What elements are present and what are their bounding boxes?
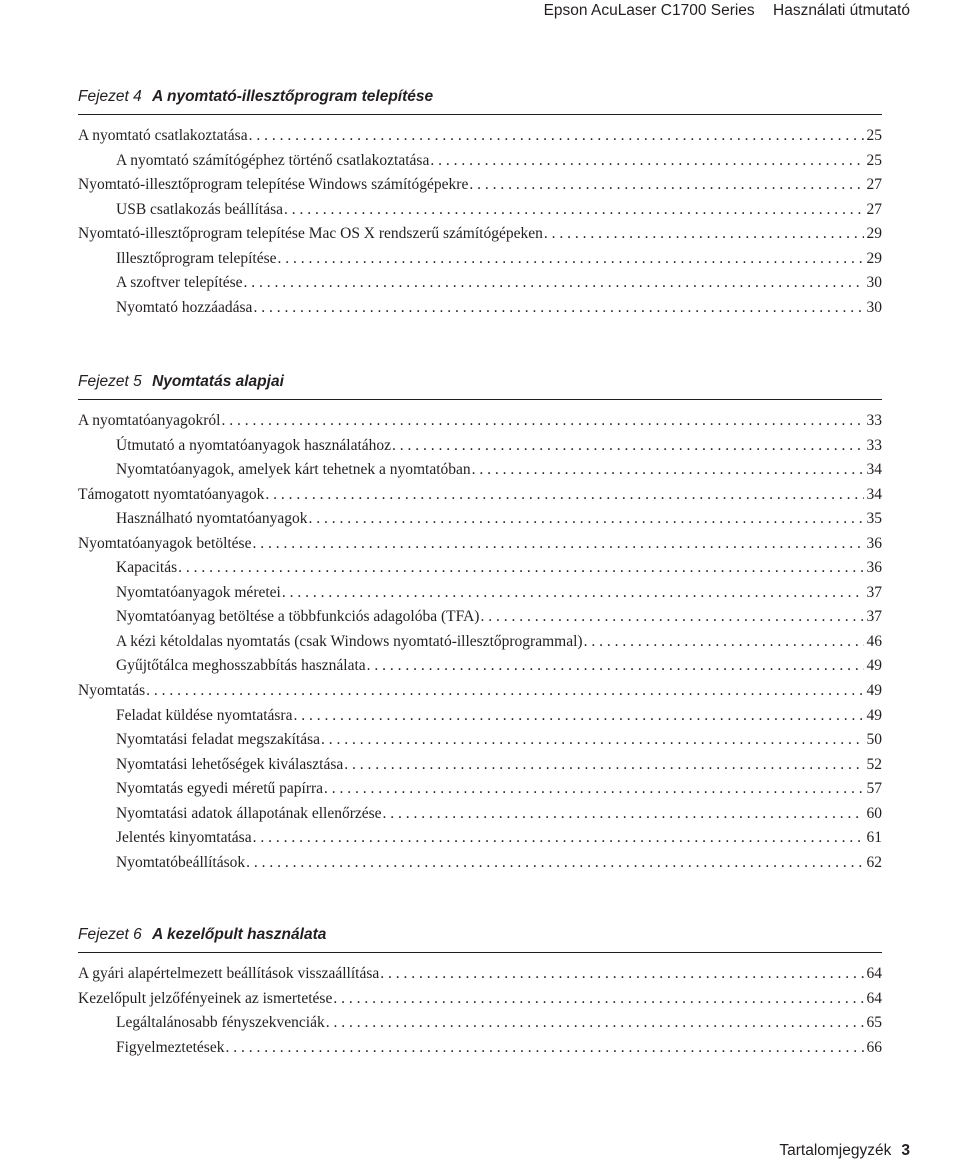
toc-entry[interactable] [78,483,882,508]
toc-section [78,962,882,1060]
toc-entry-label: A nyomtató számítógéphez történő csatlakoztatása [116,151,430,169]
toc-entry-label: Legáltalánosabb fényszekvenciák [116,1014,325,1032]
page-number: 3 [901,1142,910,1159]
toc-entry-page: 37 [866,608,882,626]
toc-entry-label: Nyomtatóbeállítások [116,853,246,871]
toc-entry-label: Nyomtatóanyag betöltése a többfunkciós adagolóba (TFA) [116,608,480,626]
toc-entry-page: 49 [866,657,882,675]
dot-leader [324,777,863,802]
dot-leader [253,296,863,321]
dot-leader [252,532,863,557]
toc-entry-page: 49 [866,706,882,724]
toc-entry-page: 36 [866,534,882,552]
dot-leader [284,198,863,223]
dot-leader [309,507,864,532]
toc-entry-label: Útmutató a nyomtatóanyagok használatához [116,436,392,454]
toc-entry[interactable] [78,605,882,630]
toc-entry[interactable] [78,149,882,174]
toc-entry-label: Nyomtatási adatok állapotának ellenőrzése [116,804,382,822]
dot-leader [178,556,863,581]
chapter-title: Nyomtatás alapjai [152,373,284,390]
dot-leader [472,458,864,483]
toc-entry[interactable] [78,630,882,655]
toc-entry[interactable] [78,173,882,198]
toc-entry-page: 25 [866,127,882,144]
dot-leader [222,409,864,434]
chapter-heading [78,86,882,115]
dot-leader [469,173,863,198]
toc-entry[interactable] [78,962,882,987]
dot-leader [249,124,864,149]
toc-entry-page: 34 [866,485,882,503]
chapter-heading [78,924,882,953]
chapter-number: Fejezet 5 [78,373,142,390]
toc-entry-label: A szoftver telepítése [116,274,243,292]
dot-leader [544,222,864,247]
toc-entry-page: 52 [866,755,882,773]
toc-entry[interactable] [78,247,882,272]
toc-entry-label: Nyomtatás egyedi méretű papírra [116,780,324,798]
toc-entry-page: 29 [866,249,882,267]
toc-section [78,409,882,875]
toc-entry-label: Kezelőpult jelzőfényeinek az ismertetése [78,989,333,1007]
dot-leader [282,581,864,606]
toc-entry-label: Nyomtatási lehetőségek kiválasztása [116,755,344,773]
toc-entry-page: 57 [866,780,882,798]
dot-leader [380,962,863,987]
toc-entry-page: 46 [866,632,882,650]
toc-entry-label: A gyári alapértelmezett beállítások visszaállítása [78,965,380,982]
toc-entry-label: A nyomtató csatlakoztatása [78,127,248,144]
toc-entry-page: 30 [866,298,882,316]
toc-entry[interactable] [78,679,882,704]
toc-entry-page: 64 [866,965,882,982]
toc-entry-label: Nyomtatóanyagok, amelyek kárt tehetnek a nyomtatóban [116,461,471,479]
toc-entry-page: 35 [866,510,882,528]
toc-entry-page: 50 [866,731,882,749]
toc-entry[interactable] [78,728,882,753]
chapter-title: A kezelőpult használata [152,926,327,943]
toc-entry-page: 34 [866,461,882,479]
toc-entry-label: Nyomtató-illesztőprogram telepítése Windows számítógépekre [78,176,469,194]
toc-entry-label: Gyűjtőtálca meghosszabbítás használata [116,657,366,675]
page-footer [779,1140,910,1162]
dot-leader [367,654,864,679]
toc-entry[interactable] [78,802,882,827]
dot-leader [584,630,864,655]
toc-entry[interactable] [78,987,882,1012]
toc-entry-page: 64 [866,989,882,1007]
toc-entry[interactable] [78,532,882,557]
toc-entry-label: USB csatlakozás beállítása [116,200,284,218]
toc-entry[interactable] [78,777,882,802]
toc-entry-page: 27 [866,176,882,194]
toc-entry[interactable] [78,198,882,223]
toc-entry-label: Támogatott nyomtatóanyagok [78,485,265,503]
dot-leader [480,605,863,630]
toc-entry-page: 62 [866,853,882,871]
chapter-heading [78,371,882,400]
dot-leader [244,271,864,296]
toc-entry-page: 36 [866,559,882,577]
toc-entry[interactable] [78,1036,882,1061]
dot-leader [321,728,863,753]
footer-section: Tartalomjegyzék [779,1142,892,1159]
toc-entry[interactable] [78,826,882,851]
toc-entry-page: 29 [866,225,882,243]
toc-entry-label: Használható nyomtatóanyagok [116,510,308,528]
toc-entry-label: Nyomtató hozzáadása [116,298,253,316]
dot-leader [246,851,863,876]
toc-entry-label: Nyomtatóanyagok méretei [116,583,281,601]
dot-leader [344,753,863,778]
toc-entry[interactable] [78,753,882,778]
dot-leader [278,247,864,272]
toc-entry[interactable] [78,222,882,247]
toc-entry[interactable] [78,124,882,149]
toc-entry-label: Figyelmeztetések [116,1038,225,1056]
toc-entry-page: 33 [866,436,882,454]
dot-leader [265,483,863,508]
toc-entry-page: 30 [866,274,882,292]
header-product: Epson AcuLaser C1700 Series [543,2,755,19]
dot-leader [333,987,863,1012]
toc-entry[interactable] [78,458,882,483]
toc-entry[interactable] [78,1011,882,1036]
toc-entry[interactable] [78,556,882,581]
dot-leader [392,434,863,459]
dot-leader [326,1011,864,1036]
dot-leader [430,149,863,174]
toc-entry-page: 27 [866,200,882,218]
toc-entry-label: Illesztőprogram telepítése [116,249,277,267]
toc-entry-label: Kapacitás [116,559,178,577]
toc-entry-label: Jelentés kinyomtatása [116,829,252,847]
toc-entry-page: 65 [866,1014,882,1032]
toc-entry-page: 60 [866,804,882,822]
toc-entry[interactable] [78,434,882,459]
dot-leader [146,679,863,704]
toc-entry[interactable] [78,271,882,296]
toc-entry[interactable] [78,704,882,729]
dot-leader [293,704,863,729]
running-header [530,0,910,22]
toc-entry-label: A nyomtatóanyagokról [78,412,221,429]
dot-leader [225,1036,863,1061]
toc-entry[interactable] [78,507,882,532]
toc-entry-page: 25 [866,151,882,169]
chapter-number: Fejezet 6 [78,926,142,943]
toc-entry-label: Nyomtató-illesztőprogram telepítése Mac OS X rendszerű számítógépeken [78,225,543,243]
dot-leader [253,826,864,851]
toc-entry-page: 37 [866,583,882,601]
dot-leader [383,802,864,827]
toc-entry-page: 66 [866,1038,882,1056]
toc-entry-label: A kézi kétoldalas nyomtatás (csak Windows nyomtató-illesztőprogrammal) [116,632,583,650]
toc-entry-page: 61 [866,829,882,847]
toc-entry[interactable] [78,654,882,679]
toc-entry-label: Feladat küldése nyomtatásra [116,706,293,724]
header-doc-title: Használati útmutató [773,2,910,19]
toc-section [78,124,882,320]
toc-entry-label: Nyomtatási feladat megszakítása [116,731,321,749]
toc-entry-page: 33 [866,412,882,429]
toc-entry-page: 49 [866,682,882,700]
chapter-title: A nyomtató-illesztőprogram telepítése [152,88,434,105]
toc-entry[interactable] [78,581,882,606]
toc-entry[interactable] [78,851,882,876]
toc-entry-label: Nyomtatás [78,682,146,700]
toc-entry[interactable] [78,296,882,321]
toc-entry[interactable] [78,409,882,434]
chapter-number: Fejezet 4 [78,88,142,105]
toc-entry-label: Nyomtatóanyagok betöltése [78,534,252,552]
